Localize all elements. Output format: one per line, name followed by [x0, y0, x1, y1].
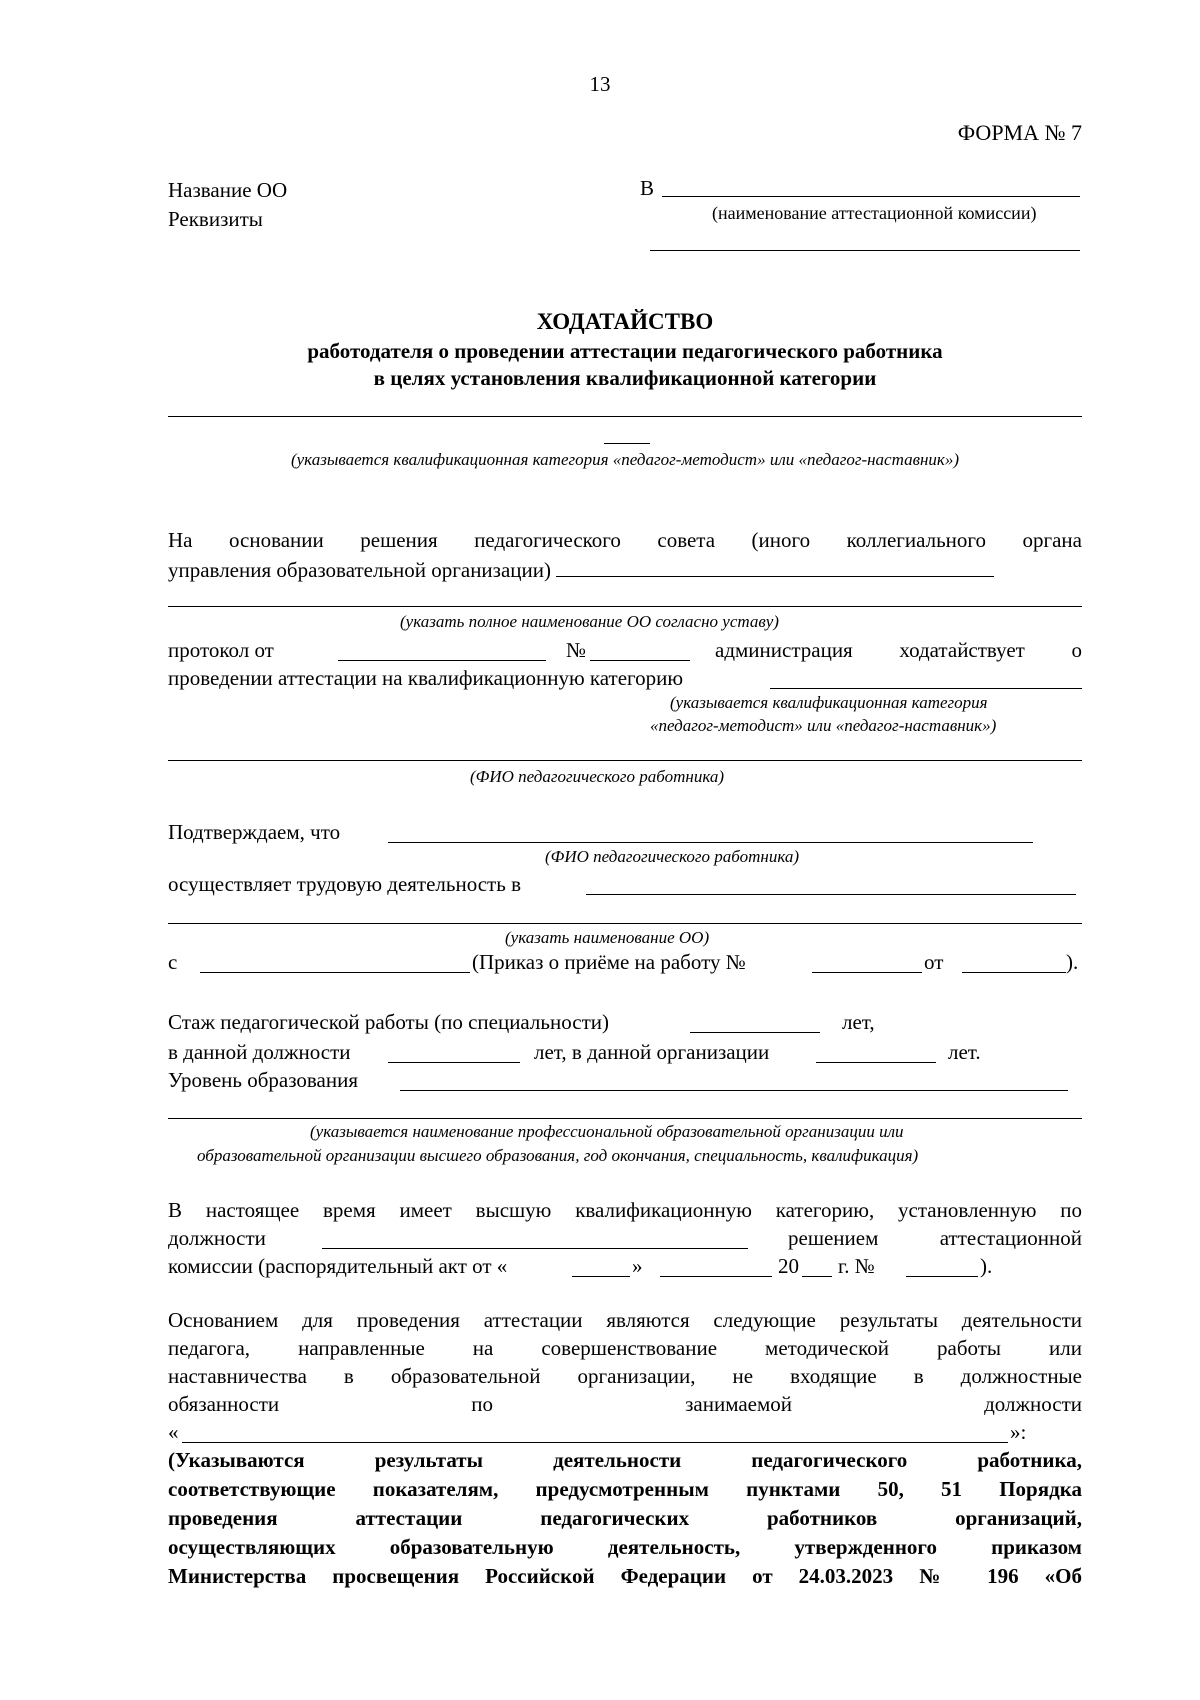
category-act-label: комиссии (распорядительный акт от « [168, 1254, 508, 1278]
position-experience-label: в данной должности [168, 1040, 351, 1064]
basis-line-2 [168, 556, 994, 584]
category-decision-text: решением аттестационной [788, 1226, 1082, 1250]
confirm-label: Подтверждаем, что [168, 820, 341, 844]
commission-caption: (наименование аттестационной комиссии) [712, 203, 1037, 223]
title-line-1: работодателя о проведении аттестации педагогического работника [307, 339, 943, 363]
title-line-2: в целях установления квалификационной категории [373, 366, 877, 390]
results-bold-4: осуществляющих образовательную деятельность, утвержденного приказом [168, 1535, 1082, 1559]
education-label: Уровень образования [168, 1068, 358, 1092]
order-number-field[interactable] [812, 972, 922, 973]
results-line-1: Основанием для проведения аттестации являются следующие результаты деятельности [168, 1308, 1082, 1332]
org-name: Название ОО [168, 178, 288, 202]
order-text: (Приказ о приёме на работу № [472, 950, 746, 974]
order-from-label: от [924, 950, 944, 974]
administration-text: администрация ходатайствует о [715, 638, 1082, 662]
work-place-caption: (указать наименование ОО) [505, 928, 710, 947]
results-bold-2: соответствующие показателям, предусмотренным пунктами 50, 51 Порядка [168, 1477, 1082, 1501]
education-caption-2: образовательной организации высшего образования, год окончания, специальность, квалификация) [197, 1146, 919, 1165]
experience-years-field[interactable] [690, 1032, 820, 1033]
experience-years-unit: лет, [842, 1010, 875, 1034]
results-line-4: обязанности по занимаемой должности [168, 1392, 1082, 1416]
protocol-number-sign: № [566, 638, 587, 662]
category-line-1: В настоящее время имеет высшую квалификационную категорию, установленную по [168, 1198, 1082, 1222]
since-date-field[interactable] [200, 972, 470, 973]
org-requisites: Реквизиты [168, 207, 263, 231]
results-bold-3: проведения аттестации педагогических работников организаций, [168, 1506, 1082, 1530]
position-name-field[interactable] [182, 1442, 1008, 1443]
category-line [168, 416, 1082, 417]
education-line-2[interactable] [168, 1118, 1082, 1119]
confirm-fio-caption: (ФИО педагогического работника) [545, 847, 800, 866]
basis-line-1: На основании решения педагогического совета (иного коллегиального органа [168, 528, 1082, 552]
form-label: ФОРМА № 7 [957, 120, 1082, 145]
commission-name-line [662, 196, 1080, 197]
order-close: ). [1066, 950, 1079, 974]
since-label: с [168, 950, 178, 974]
work-place-label: осуществляет трудовую деятельность в [168, 872, 521, 896]
page-number: 13 [589, 72, 611, 96]
education-caption-1: (указывается наименование профессиональной образовательной организации или [310, 1122, 904, 1141]
council-decision-field[interactable] [556, 556, 994, 577]
act-year-prefix: 20 [778, 1254, 799, 1278]
short-dash-line [604, 443, 650, 444]
basis-line-2-text: управления образовательной организации) [168, 558, 551, 582]
experience-label: Стаж педагогической работы (по специальности) [168, 1010, 609, 1034]
commission-name-line-2 [650, 250, 1080, 251]
protocol-label: протокол от [168, 638, 274, 662]
quote-open: « [168, 1420, 179, 1444]
org-experience-field[interactable] [816, 1062, 936, 1063]
confirm-fio-field[interactable] [388, 842, 1033, 843]
org-full-name-line [168, 606, 1082, 607]
category-caption-1: (указывается квалификационная категория [670, 693, 988, 712]
results-line-3: наставничества в образовательной организации, не входящие в должностные [168, 1364, 1082, 1388]
results-bold-1: (Указываются результаты деятельности педагогического работника, [168, 1448, 1082, 1472]
quote-close: »: [1010, 1420, 1027, 1444]
basis-line-4: проведении аттестации на квалификационную категорию [168, 666, 684, 690]
act-year-field[interactable] [802, 1276, 832, 1277]
category-caption-2: «педагог-методист» или «педагог-наставник») [650, 716, 997, 735]
to-prefix: В [640, 176, 655, 200]
act-quote-close: » [632, 1254, 643, 1278]
protocol-number-field[interactable] [590, 660, 690, 661]
education-field[interactable] [400, 1090, 1068, 1091]
category-position-label: должности [168, 1226, 266, 1250]
teacher-fio-line[interactable] [168, 760, 1082, 761]
act-number-label: г. № [838, 1254, 875, 1278]
act-month-field[interactable] [660, 1276, 772, 1277]
act-number-field[interactable] [906, 1276, 978, 1277]
results-bold-5: Министерства просвещения Российской Федерации от 24.03.2023 № 196 «Об [168, 1564, 1082, 1588]
category-field[interactable] [770, 688, 1082, 689]
work-place-field[interactable] [586, 894, 1076, 895]
document-title: ХОДАТАЙСТВО [536, 309, 714, 334]
category-position-field[interactable] [322, 1248, 748, 1249]
category-caption: (указывается квалификационная категория «педагог-методист» или «педагог-наставник») [290, 450, 960, 469]
org-experience-label: лет, в данной организации [534, 1040, 770, 1064]
act-day-field[interactable] [572, 1276, 630, 1277]
work-place-line-2[interactable] [168, 923, 1082, 924]
act-close: ). [980, 1254, 993, 1278]
order-date-field[interactable] [962, 972, 1066, 973]
protocol-date-field[interactable] [338, 660, 546, 661]
results-line-2: педагога, направленные на совершенствование методической работы или [168, 1336, 1082, 1360]
teacher-fio-caption: (ФИО педагогического работника) [470, 767, 725, 786]
position-experience-field[interactable] [388, 1062, 520, 1063]
org-full-name-caption: (указать полное наименование ОО согласно уставу) [400, 612, 779, 631]
org-experience-unit: лет. [948, 1040, 981, 1064]
